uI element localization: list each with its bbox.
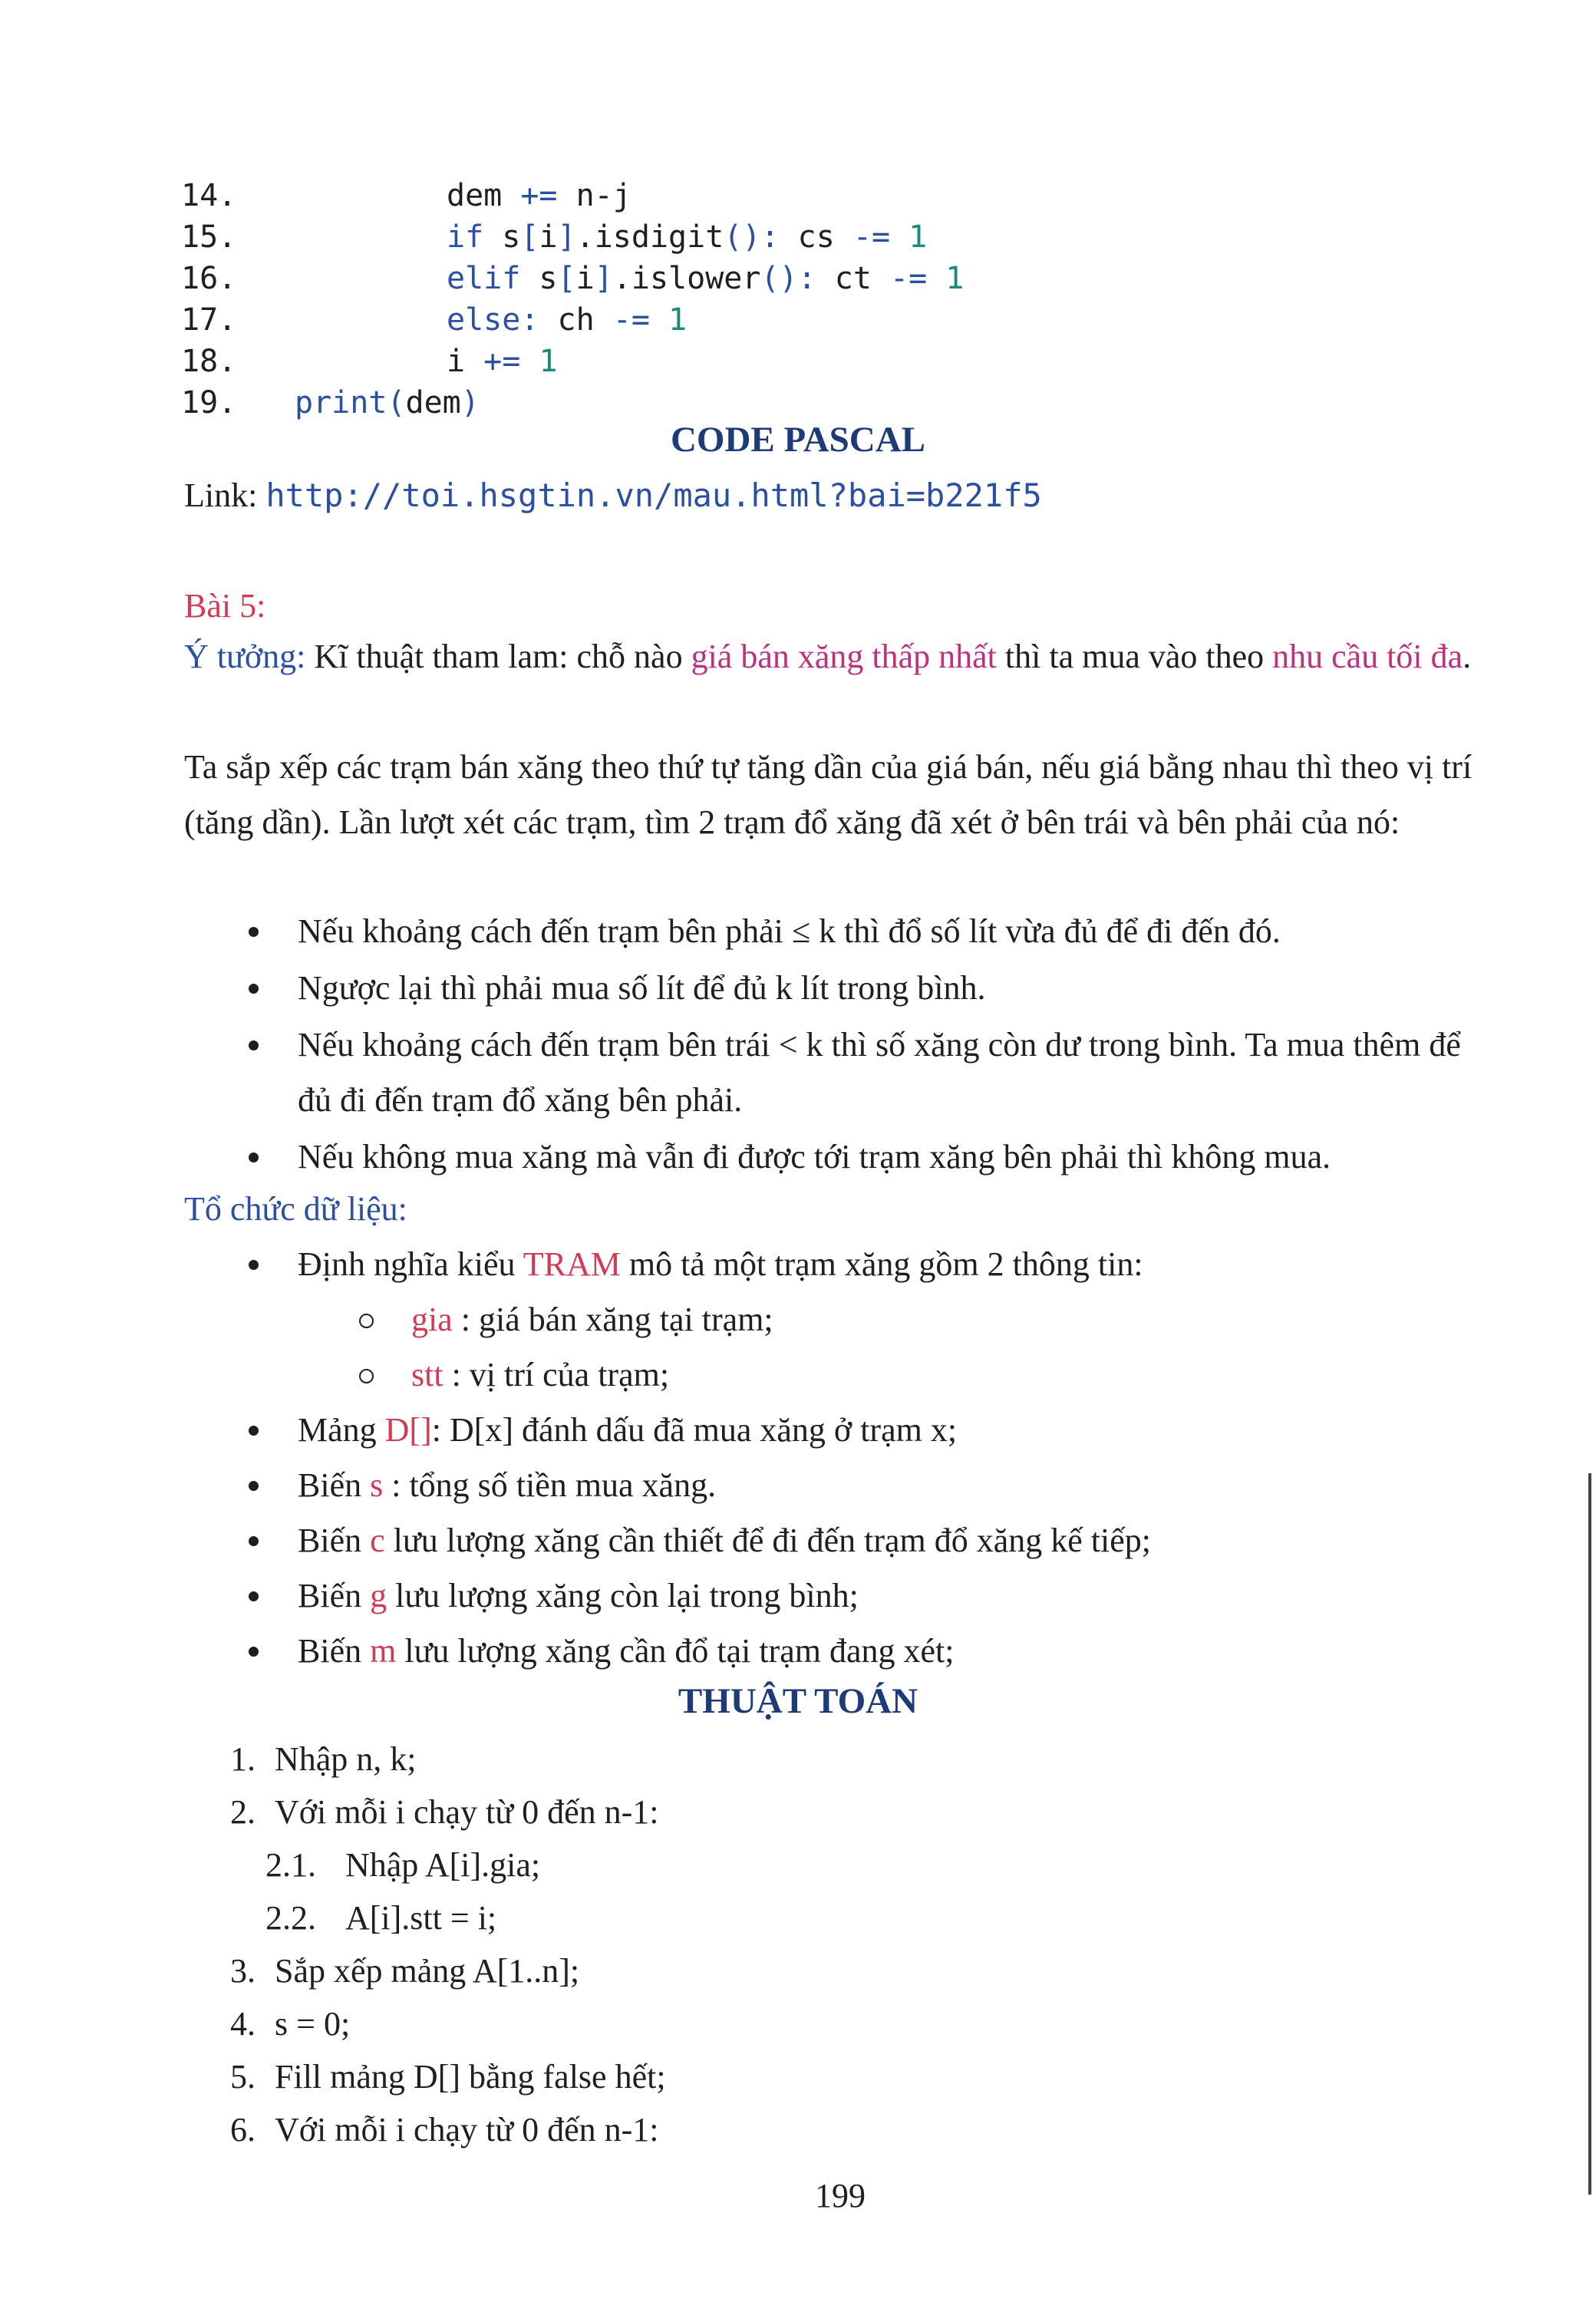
code-token: print bbox=[295, 385, 387, 420]
code-token: ) bbox=[460, 385, 480, 420]
field-name: gia bbox=[411, 1301, 453, 1338]
bullet-dot bbox=[249, 1647, 259, 1657]
variable-item bbox=[238, 1568, 1496, 1624]
bullet-dot bbox=[249, 984, 259, 994]
code-token: -= bbox=[890, 261, 928, 296]
field-item bbox=[238, 1347, 1496, 1403]
step-text: A[i].stt = i; bbox=[345, 1899, 497, 1937]
code-text bbox=[447, 175, 631, 216]
code-token: [ bbox=[520, 219, 539, 255]
algorithm-step bbox=[230, 1733, 666, 1786]
code-token: n-j bbox=[557, 178, 631, 213]
method-paragraph: Ta sắp xếp các trạm bán xăng theo thứ tự tăng dần của giá bán, nếu giá bằng nhau thì theo vị trí (tăng dần). Lần lượt xét các trạm, tìm 2 trạm đổ xăng đã xét ở bên trái và bên phải của nó: bbox=[184, 748, 1472, 841]
tram-definition bbox=[238, 1237, 1496, 1292]
step-number: 1. bbox=[230, 1740, 256, 1778]
link-line bbox=[184, 476, 1042, 515]
variable-post: lưu lượng xăng cần thiết để đi đến trạm đổ xăng kế tiếp; bbox=[384, 1522, 1152, 1559]
step-number: 5. bbox=[230, 2058, 256, 2096]
step-number: 2. bbox=[230, 1793, 256, 1831]
line-number: 14. bbox=[181, 178, 237, 213]
step-number: 6. bbox=[230, 2111, 256, 2148]
step-text: Sắp xếp mảng A[1..n]; bbox=[275, 1952, 580, 1990]
code-token: [ bbox=[557, 261, 576, 296]
rule-text: Ngược lại thì phải mua số lít để đủ k lít trong bình. bbox=[298, 969, 986, 1007]
field-desc: : vị trí của trạm; bbox=[443, 1356, 670, 1393]
code-token: cs bbox=[779, 219, 853, 255]
code-token: 1 bbox=[908, 219, 928, 255]
line-number: 15. bbox=[181, 219, 237, 255]
code-token: dem bbox=[447, 178, 521, 213]
code-token: (): bbox=[724, 219, 780, 255]
field-desc: : giá bán xăng tại trạm; bbox=[452, 1301, 773, 1338]
page-number: 199 bbox=[815, 2177, 866, 2214]
code-token: += bbox=[520, 178, 558, 213]
bullet-dot bbox=[249, 1260, 259, 1270]
code-token bbox=[890, 219, 908, 255]
line-number: 16. bbox=[181, 261, 237, 296]
algorithm-step bbox=[230, 1838, 666, 1891]
variable-pre: Biến bbox=[298, 1466, 371, 1504]
code-token: ch bbox=[539, 302, 613, 338]
algorithm-step bbox=[230, 1944, 666, 1997]
bullet-dot bbox=[249, 1040, 259, 1050]
rule-text: Nếu không mua xăng mà vẫn đi được tới trạm xăng bên phải thì không mua. bbox=[298, 1138, 1331, 1176]
idea-text-1: Kĩ thuật tham lam: chỗ nào bbox=[305, 638, 691, 675]
code-token: ] bbox=[594, 261, 613, 296]
variable-item bbox=[238, 1403, 1496, 1458]
code-token: -= bbox=[852, 219, 891, 255]
variable-item bbox=[238, 1624, 1496, 1679]
variable-name: m bbox=[370, 1632, 397, 1670]
code-token: .islower bbox=[612, 261, 761, 296]
rule-item bbox=[238, 961, 1496, 1016]
bullet-dot bbox=[249, 1481, 259, 1491]
code-token: ct bbox=[816, 261, 891, 296]
code-token: dem bbox=[405, 385, 461, 420]
code-text bbox=[447, 258, 964, 299]
variable-post: : D[x] đánh dấu đã mua xăng ở trạm x; bbox=[431, 1411, 958, 1449]
bullet-dot bbox=[249, 927, 259, 937]
step-text: Với mỗi i chạy từ 0 đến n-1: bbox=[275, 2111, 659, 2148]
code-token: elif bbox=[447, 261, 521, 296]
variable-post: lưu lượng xăng cần đổ tại trạm đang xét; bbox=[396, 1632, 955, 1670]
code-text bbox=[447, 299, 687, 341]
data-org-list bbox=[238, 1237, 1496, 1679]
tram-post: mô tả một trạm xăng gồm 2 thông tin: bbox=[620, 1245, 1143, 1283]
idea-text-3: . bbox=[1462, 638, 1472, 675]
code-token: 1 bbox=[539, 344, 558, 379]
variable-post: lưu lượng xăng còn lại trong bình; bbox=[387, 1577, 859, 1614]
code-token: ] bbox=[557, 219, 576, 255]
tram-pre: Định nghĩa kiểu bbox=[298, 1245, 523, 1283]
code-token: 1 bbox=[945, 261, 965, 296]
algorithm-step bbox=[230, 2050, 666, 2103]
step-text: Với mỗi i chạy từ 0 đến n-1: bbox=[275, 1793, 659, 1831]
tram-name: TRAM bbox=[523, 1245, 621, 1283]
algorithm-step bbox=[230, 1786, 666, 1838]
variable-name: D[] bbox=[384, 1411, 432, 1449]
rule-text: Nếu khoảng cách đến trạm bên phải ≤ k thì đổ số lít vừa đủ để đi đến đó. bbox=[298, 912, 1281, 950]
code-token: (): bbox=[760, 261, 816, 296]
pascal-link[interactable]: http://toi.hsgtin.vn/mau.html?bai=b221f5 bbox=[265, 477, 1042, 514]
line-number: 19. bbox=[181, 385, 237, 420]
vars-list bbox=[238, 1403, 1496, 1679]
variable-pre: Biến bbox=[298, 1577, 371, 1614]
code-token: i bbox=[447, 344, 484, 379]
code-token bbox=[520, 344, 539, 379]
code-token: else bbox=[447, 302, 521, 338]
variable-name: g bbox=[370, 1577, 387, 1614]
fields-list bbox=[238, 1292, 1496, 1403]
code-token: i bbox=[539, 219, 558, 255]
variable-pre: Biến bbox=[298, 1632, 371, 1670]
field-item bbox=[238, 1292, 1496, 1347]
variable-pre: Mảng bbox=[298, 1411, 385, 1449]
step-text: Nhập A[i].gia; bbox=[345, 1846, 541, 1884]
variable-post: : tổng số tiền mua xăng. bbox=[383, 1466, 717, 1504]
step-text: Nhập n, k; bbox=[275, 1740, 417, 1778]
bullet-dot bbox=[249, 1591, 259, 1601]
code-token: -= bbox=[612, 302, 650, 338]
step-text: Fill mảng D[] bằng false hết; bbox=[275, 2058, 666, 2096]
idea-paragraph bbox=[184, 629, 1492, 684]
code-token: i bbox=[575, 261, 595, 296]
algorithm-step bbox=[230, 1997, 666, 2050]
field-name: stt bbox=[411, 1356, 444, 1393]
step-number: 3. bbox=[230, 1952, 256, 1990]
step-text: s = 0; bbox=[275, 2005, 351, 2043]
algorithm-step bbox=[230, 1891, 666, 1944]
algorithm-heading: THUẬT TOÁN bbox=[678, 1681, 918, 1721]
bullet-dot bbox=[249, 1426, 259, 1436]
rule-item bbox=[238, 1017, 1496, 1128]
step-number: 4. bbox=[230, 2005, 256, 2043]
line-number: 17. bbox=[181, 302, 237, 338]
page-edge bbox=[1588, 1473, 1591, 2195]
circle-bullet bbox=[359, 1314, 374, 1328]
code-text bbox=[447, 341, 558, 382]
bullet-dot bbox=[249, 1153, 259, 1162]
step-number: 2.2. bbox=[265, 1899, 316, 1937]
code-text bbox=[447, 216, 927, 258]
code-token: ( bbox=[387, 385, 406, 420]
code-text bbox=[295, 382, 480, 424]
rule-item bbox=[238, 1129, 1496, 1185]
code-token bbox=[927, 261, 945, 296]
rule-item bbox=[238, 904, 1496, 959]
rules-list bbox=[238, 904, 1496, 1186]
data-org-label: Tổ chức dữ liệu: bbox=[184, 1190, 407, 1228]
link-label: Link: bbox=[184, 477, 266, 514]
code-token: s bbox=[483, 219, 521, 255]
variable-pre: Biến bbox=[298, 1522, 371, 1559]
bullet-dot bbox=[249, 1536, 259, 1546]
algorithm-step bbox=[230, 2103, 666, 2156]
variable-item bbox=[238, 1458, 1496, 1513]
step-number: 2.1. bbox=[265, 1846, 316, 1884]
code-token: 1 bbox=[668, 302, 688, 338]
code-token: += bbox=[483, 344, 521, 379]
code-token: s bbox=[520, 261, 558, 296]
idea-highlight-1: giá bán xăng thấp nhất bbox=[691, 638, 997, 675]
line-number: 18. bbox=[181, 344, 237, 379]
code-token: : bbox=[520, 302, 539, 338]
code-token bbox=[650, 302, 668, 338]
code-pascal-heading: CODE PASCAL bbox=[670, 420, 926, 460]
exercise-title: Bài 5: bbox=[184, 587, 266, 625]
code-token: .isdigit bbox=[575, 219, 724, 255]
idea-highlight-2: nhu cầu tối đa bbox=[1272, 638, 1463, 675]
idea-label: Ý tưởng: bbox=[184, 638, 306, 675]
variable-name: c bbox=[370, 1522, 385, 1559]
idea-text-2: thì ta mua vào theo bbox=[996, 638, 1273, 675]
variable-name: s bbox=[370, 1466, 384, 1504]
code-token: if bbox=[447, 219, 484, 255]
variable-item bbox=[238, 1513, 1496, 1568]
algorithm-list bbox=[230, 1733, 666, 2156]
rule-text: Nếu khoảng cách đến trạm bên trái < k thì số xăng còn dư trong bình. Ta mua thêm để đủ đi đến trạm đổ xăng bên phải. bbox=[298, 1026, 1461, 1119]
circle-bullet bbox=[359, 1369, 374, 1383]
